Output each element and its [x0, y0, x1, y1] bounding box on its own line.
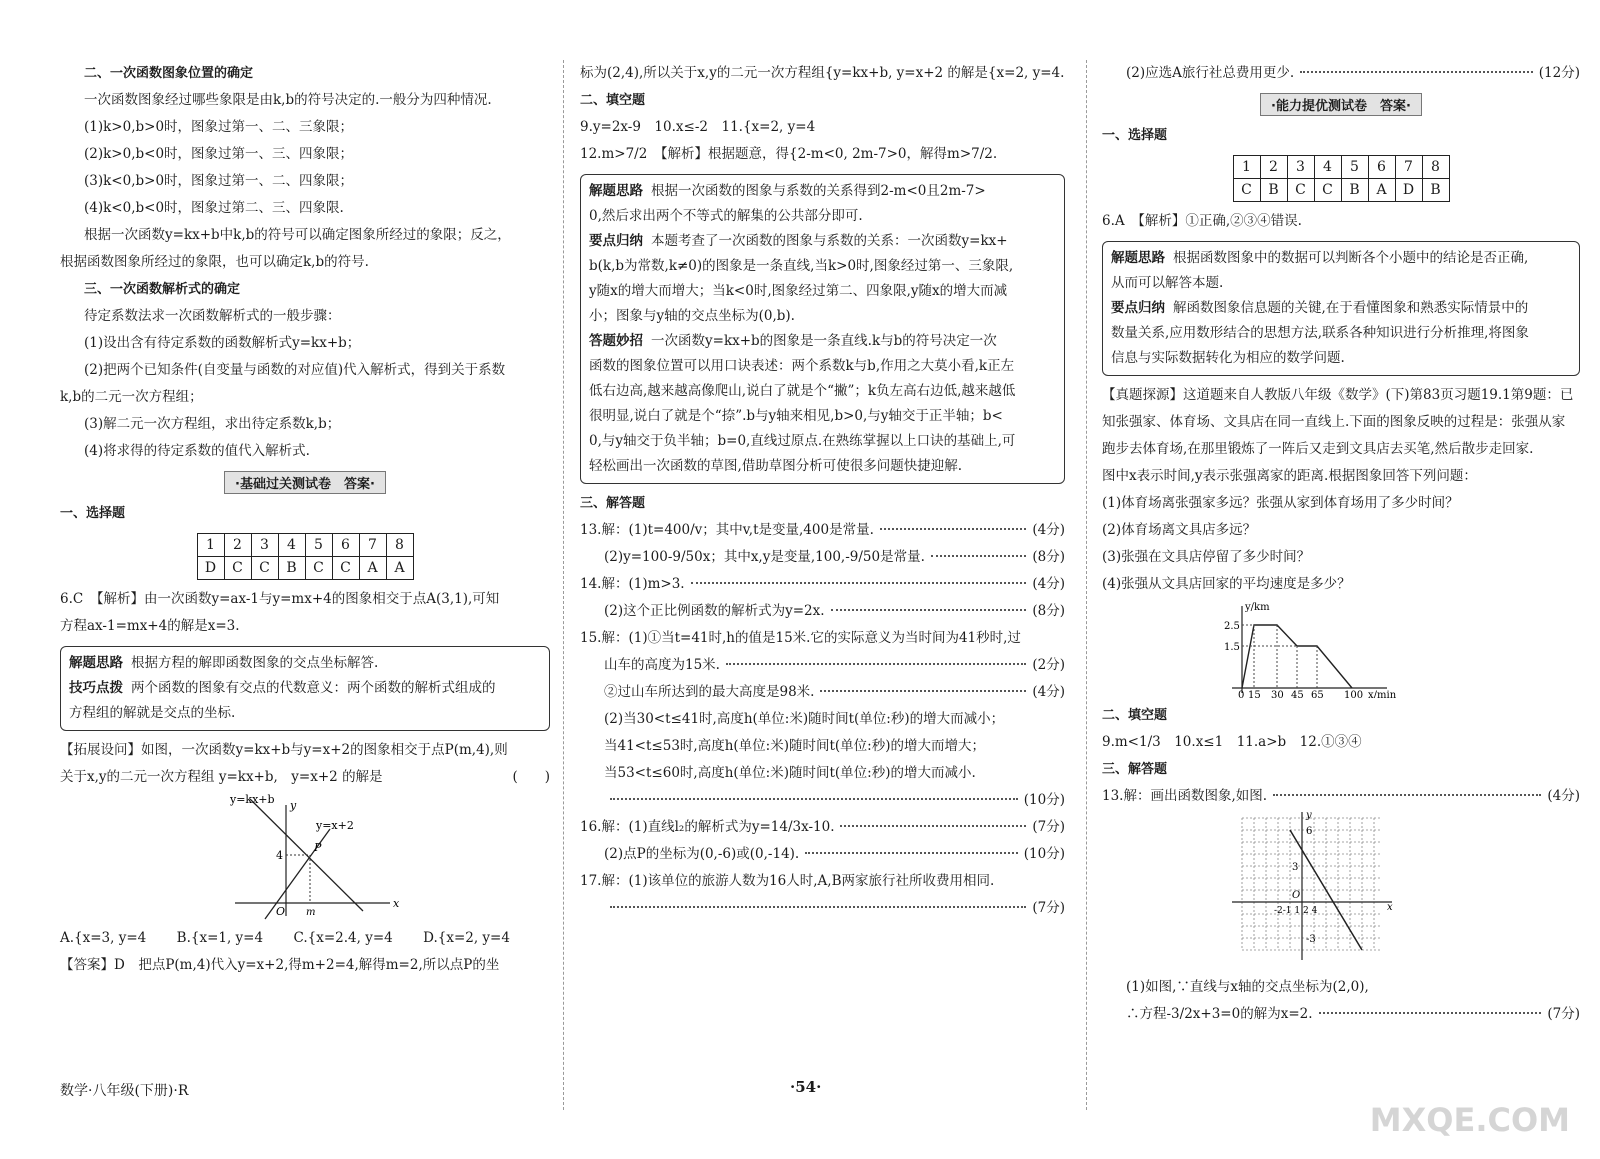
text-line: (4)将求得的待定系数的值代入解析式. [84, 443, 310, 459]
section-heading: 一、选择题 [1102, 128, 1168, 143]
box-text: 从而可以解答本题. [1111, 275, 1224, 291]
text-line: 6.A 【解析】①正确,②③④错误. [1102, 213, 1302, 229]
answer-text: (2)y=100-9/50x；其中x,y是变量,100,-9/50是常量. [604, 549, 925, 565]
table-cell: A [359, 557, 386, 580]
box-tag: 解题思路 [69, 655, 123, 671]
page-number: ·54· [790, 1078, 822, 1096]
column-middle [580, 60, 1065, 922]
table-row [197, 557, 413, 580]
answer-line [580, 814, 1065, 841]
section-heading: 三、解答题 [580, 496, 646, 511]
table-cell: B [278, 557, 305, 580]
answer-text: (2)这个正比例函数的解析式为y=2x. [604, 603, 825, 619]
watermark-logo: MXQE.COM [1369, 1101, 1570, 1139]
tick-label: 30 [1271, 690, 1284, 698]
section-heading: 二、一次函数图象位置的确定 [84, 66, 254, 81]
table-cell: 8 [386, 534, 413, 557]
points: (4分) [1547, 788, 1580, 804]
text-line: 当53<t≤60时,高度h(单位:米)随时间t(单位:秒)的增大而减小. [604, 765, 976, 781]
text-line: 一次函数图象经过哪些象限是由k,b的符号决定的.一般分为四种情况. [84, 92, 492, 108]
label-y: y [290, 799, 297, 812]
table-cell: C [332, 557, 359, 580]
table-cell: 4 [1314, 156, 1341, 179]
x-tick-labels: -2-1 1 2 4 [1274, 906, 1318, 916]
banner-label: ·基础过关测试卷 答案· [224, 471, 386, 494]
label-x: x [393, 897, 400, 910]
box-text: 解函数图象信息题的关键,在于看懂图象和熟悉实际情景中的 [1173, 300, 1529, 316]
text-line: 知张强家、体育场、文具店在同一直线上.下面的图象反映的过程是：张强从家 [1102, 414, 1566, 430]
answer-paren: ( ) [512, 769, 550, 785]
label-6: 6 [1306, 826, 1313, 837]
label-4: 4 [276, 849, 283, 862]
table-cell: 2 [224, 534, 251, 557]
table-cell: A [1368, 179, 1395, 202]
answer-text: (2)应选A旅行社总费用更少. [1126, 65, 1295, 81]
options-row [60, 925, 550, 952]
text-line: 当41<t≤53时,高度h(单位:米)随时间t(单位:秒)的增大而增大； [604, 738, 985, 754]
points: (4分) [1032, 684, 1065, 700]
option-b: B.{x=1, y=4 [176, 930, 264, 946]
column-right [1102, 60, 1580, 1028]
table-cell: B [1260, 179, 1287, 202]
text-line: 图中x表示时间,y表示张强离家的距离.根据图象回答下列问题： [1102, 468, 1477, 484]
box-text: 两个函数的图象有交点的代数意义：两个函数的解析式组成的 [131, 680, 496, 696]
answer-text: ②过山车所达到的最大高度是98米. [604, 684, 815, 700]
option-c: C.{x=2.4, y=4 [293, 930, 393, 946]
box-text: b(k,b为常数,k≠0)的图象是一条直线,当k>0时,图象经过第一、三象限, [589, 258, 1014, 274]
table-row [1233, 179, 1449, 202]
table-cell: 1 [197, 534, 224, 557]
box-tag: 答题妙招 [589, 333, 643, 349]
points: (7分) [1547, 1006, 1580, 1022]
option-d: D.{x=2, y=4 [423, 930, 510, 946]
text-line: k,b的二元一次方程组； [60, 389, 203, 405]
answer-line [580, 652, 1065, 679]
box-text: 小；图象与y轴的交点坐标为(0,b). [589, 308, 795, 324]
answer-text: 山车的高度为15米. [604, 657, 720, 673]
tick-label: 45 [1291, 690, 1304, 698]
points: (12分) [1538, 65, 1580, 81]
tip-box [580, 174, 1065, 484]
text-line: 6.C 【解析】由一次函数y=ax-1与y=mx+4的图象相交于点A(3,1),可知 [60, 591, 500, 607]
option-a: A.{x=3, y=4 [60, 930, 147, 946]
box-text: y随x的增大而增大；当k<0时,图象经过第二、四象限,y随x的增大而减 [589, 283, 1008, 299]
text-line: (1)体育场离张强家多远？张强从家到体育场用了多少时间？ [1102, 495, 1459, 511]
text-line: 【答案】D 把点P(m,4)代入y=x+2,得m+2=4,解得m=2,所以点P的坐 [60, 957, 500, 973]
text-line: (1)k>0,b>0时，图象过第一、二、三象限； [84, 119, 354, 135]
box-text: 根据一次函数的图象与系数的关系得到2-m<0且2m-7> [651, 183, 986, 199]
table-cell: B [1341, 179, 1368, 202]
x-axis-label: x/min [1368, 690, 1397, 698]
points: (7分) [1032, 819, 1065, 835]
section-heading: 三、解答题 [1102, 762, 1168, 777]
text-line: 方程ax-1=mx+4的解是x=3. [60, 618, 240, 634]
box-text: 数量关系,应用数形结合的思想方法,联系各种知识进行分析推理,将图象 [1111, 325, 1529, 341]
label-3: 3 [1292, 862, 1299, 873]
table-cell: 4 [278, 534, 305, 557]
text-line: 【真题探源】这道题来自人教版八年级《数学》(下)第83页习题19.1第9题：已 [1102, 387, 1574, 403]
label-neg3: -3 [1306, 934, 1316, 945]
answer-line [1102, 783, 1580, 810]
table-row [197, 534, 413, 557]
text-line: 【拓展设问】如图，一次函数y=kx+b与y=x+2的图象相交于点P(m,4),则 [60, 742, 508, 758]
label-x-plus-2: y=x+2 [316, 819, 354, 832]
table-cell: C [305, 557, 332, 580]
text-line: (2)当30<t≤41时,高度h(单位:米)随时间t(单位:秒)的增大而减小； [604, 711, 1005, 727]
table-cell: A [386, 557, 413, 580]
text-line-tail: 的解是 [342, 769, 383, 785]
label-m: m [306, 907, 316, 918]
box-tag: 解题思路 [1111, 250, 1165, 266]
text-line: (2)体育场离文具店多远？ [1102, 522, 1257, 538]
points: (4分) [1032, 576, 1065, 592]
box-tag: 要点归纳 [589, 233, 643, 249]
table-cell: 2 [1260, 156, 1287, 179]
tick-label: 2.5 [1224, 621, 1240, 632]
text-line: (3)k<0,b>0时，图象过第一、二、四象限； [84, 173, 354, 189]
table-cell: C [1287, 179, 1314, 202]
points: (4分) [1032, 522, 1065, 538]
box-text: 0,与y轴交于负半轴；b=0,直线过原点.在熟练掌握以上口诀的基础上,可 [589, 433, 1016, 449]
section-heading: 二、填空题 [1102, 708, 1168, 723]
table-cell: C [1314, 179, 1341, 202]
text-line: 根据函数图象所经过的象限，也可以确定k,b的符号. [60, 254, 369, 270]
box-text: 信息与实际数据转化为相应的数学问题. [1111, 350, 1345, 366]
answer-text: 13.解：画出函数图象,如图. [1102, 788, 1268, 804]
box-text: 轻松画出一次函数的草图,借助草图分析可使很多问题快捷迎解. [589, 458, 963, 474]
answer-line [580, 517, 1065, 544]
table-cell: 6 [1368, 156, 1395, 179]
text-line-start: 关于x,y的二元一次方程组 [60, 769, 215, 785]
distance-time-graph [1102, 598, 1580, 698]
points: (2分) [1032, 657, 1065, 673]
answer-text: (2)点P的坐标为(0,-6)或(0,-14). [604, 846, 800, 862]
intersect-graph [60, 791, 550, 921]
banner-label: ·能力提优测试卷 答案· [1260, 93, 1422, 116]
box-tag: 解题思路 [589, 183, 643, 199]
points: (10分) [1023, 792, 1065, 808]
table-cell: 7 [1395, 156, 1422, 179]
points: (7分) [1032, 900, 1065, 916]
table-cell: D [1395, 179, 1422, 202]
text-line: 跑步去体育场,在那里锻炼了一阵后又走到文具店去买笔,然后散步走回家. [1102, 441, 1534, 457]
points: (8分) [1032, 549, 1065, 565]
table-cell: 1 [1233, 156, 1260, 179]
box-text: 本题考查了一次函数的图象与系数的关系：一次函数y=kx+ [651, 233, 1008, 249]
table-cell: 5 [1341, 156, 1368, 179]
box-text: 很明显,说白了就是个“捺”.b与y轴来相见,b>0,与y轴交于正半轴；b< [589, 408, 1003, 424]
text-line: 15.解：(1)①当t=41时,h的值是15米.它的实际意义为当时间为41秒时,过 [580, 630, 1021, 646]
answer-line [580, 598, 1065, 625]
text-line: 9.m<1/3 10.x≤1 11.a>b 12.①③④ [1102, 734, 1362, 750]
table-cell: 3 [1287, 156, 1314, 179]
answer-line [580, 895, 1065, 922]
tick-label: 1.5 [1224, 642, 1240, 653]
text-line: 标为(2,4),所以关于x,y的二元一次方程组{y=kx+b, y=x+2 的解是{x=2, y=4. [580, 65, 1065, 81]
box-text: 0,然后求出两个不等式的解集的公共部分即可. [589, 208, 863, 224]
table-cell: C [1233, 179, 1260, 202]
points: (10分) [1023, 846, 1065, 862]
text-line: 9.y=2x-9 10.x≤-2 11.{x=2, y=4 [580, 119, 816, 135]
text-line: (3)解二元一次方程组，求出待定系数k,b； [84, 416, 341, 432]
table-cell: 6 [332, 534, 359, 557]
answer-line [580, 544, 1065, 571]
answer-line [1102, 1001, 1580, 1028]
text-line: (2)把两个已知条件(自变量与函数的对应值)代入解析式，得到关于系数 [84, 362, 506, 378]
answer-line [580, 571, 1065, 598]
table-cell: D [197, 557, 224, 580]
tick-label: 65 [1311, 690, 1324, 698]
answer-line [580, 841, 1065, 868]
box-text: 低右边高,越来越高像爬山,说白了就是个“撇”；k负左高右边低,越来越低 [589, 383, 1016, 399]
table-cell: 8 [1422, 156, 1449, 179]
label-y: y [1306, 810, 1312, 821]
answer-text: 13.解：(1)t=400/v；其中v,t是变量,400是常量. [580, 522, 874, 538]
table-cell: B [1422, 179, 1449, 202]
answer-table [197, 533, 414, 580]
answer-banner [60, 471, 550, 494]
box-tag: 要点归纳 [1111, 300, 1165, 316]
text-line: 12.m>7/2 【解析】根据题意，得{2-m<0, 2m-7>0，解得m>7/2. [580, 146, 998, 162]
text-line: 待定系数法求一次函数解析式的一般步骤： [84, 308, 341, 324]
section-heading: 二、填空题 [580, 93, 646, 108]
equation-system: y=kx+b, y=x+2 [218, 769, 338, 785]
box-text: 根据函数图象中的数据可以判断各个小题中的结论是否正确, [1173, 250, 1529, 266]
answer-text: ∴方程-3/2x+3=0的解为x=2. [1126, 1006, 1313, 1022]
tip-box [1102, 241, 1580, 376]
text-line: (1)如图,∵直线与x轴的交点坐标为(2,0), [1126, 979, 1369, 995]
box-tag: 技巧点拨 [69, 680, 123, 696]
label-x: x [1387, 902, 1393, 913]
text-line: (4)张强从文具店回家的平均速度是多少？ [1102, 576, 1351, 592]
table-cell: 5 [305, 534, 332, 557]
y-axis-label: y/km [1245, 602, 1270, 613]
text-line: (1)设出含有待定系数的函数解析式y=kx+b； [84, 335, 361, 351]
label-O: O [1292, 890, 1301, 901]
label-P: P [314, 841, 322, 854]
label-O: O [276, 905, 286, 918]
text-line: (4)k<0,b<0时，图象过第二、三、四象限. [84, 200, 344, 216]
tick-label: 15 [1248, 690, 1261, 698]
answer-text: 16.解：(1)直线l₂的解析式为y=14/3x-10. [580, 819, 835, 835]
answer-line [580, 787, 1065, 814]
tick-label: 100 [1344, 690, 1364, 698]
text-line: 根据一次函数y=kx+b中k,b的符号可以确定图象所经过的象限；反之， [84, 227, 511, 243]
table-cell: 7 [359, 534, 386, 557]
grid-lines [1242, 818, 1382, 950]
table-row [1233, 156, 1449, 179]
box-text: 一次函数y=kx+b的图象是一条直线.k与b的符号决定一次 [651, 333, 997, 349]
footer-book-title: 数学·八年级(下册)·R [60, 1083, 189, 1099]
coordinate-grid [1102, 810, 1580, 970]
answer-line [580, 679, 1065, 706]
answer-table [1233, 155, 1450, 202]
answer-banner [1102, 93, 1580, 116]
section-heading: 一、选择题 [60, 506, 126, 521]
text-line: 17.解：(1)该单位的旅游人数为16人时,A,B两家旅行社所收费用相同. [580, 873, 995, 889]
tick-label: 0 [1238, 690, 1245, 698]
text-line: (3)张强在文具店停留了多少时间？ [1102, 549, 1311, 565]
answer-line [1102, 60, 1580, 87]
label-kx-b: y=kx+b [230, 793, 275, 806]
section-heading: 三、一次函数解析式的确定 [84, 282, 241, 297]
table-cell: C [251, 557, 278, 580]
box-text: 方程组的解就是交点的坐标. [69, 705, 236, 721]
table-cell: C [224, 557, 251, 580]
text-line [60, 764, 550, 791]
points: (8分) [1032, 603, 1065, 619]
table-cell: 3 [251, 534, 278, 557]
answer-text: 14.解：(1)m>3. [580, 576, 685, 592]
text-line: (2)k>0,b<0时，图象过第一、三、四象限； [84, 146, 354, 162]
tip-box [60, 646, 550, 731]
column-left [60, 60, 550, 979]
box-text: 函数的图象位置可以用口诀表述：两个系数k与b,作用之大莫小看,k正左 [589, 358, 1015, 374]
box-text: 根据方程的解即函数图象的交点坐标解答. [131, 655, 379, 671]
